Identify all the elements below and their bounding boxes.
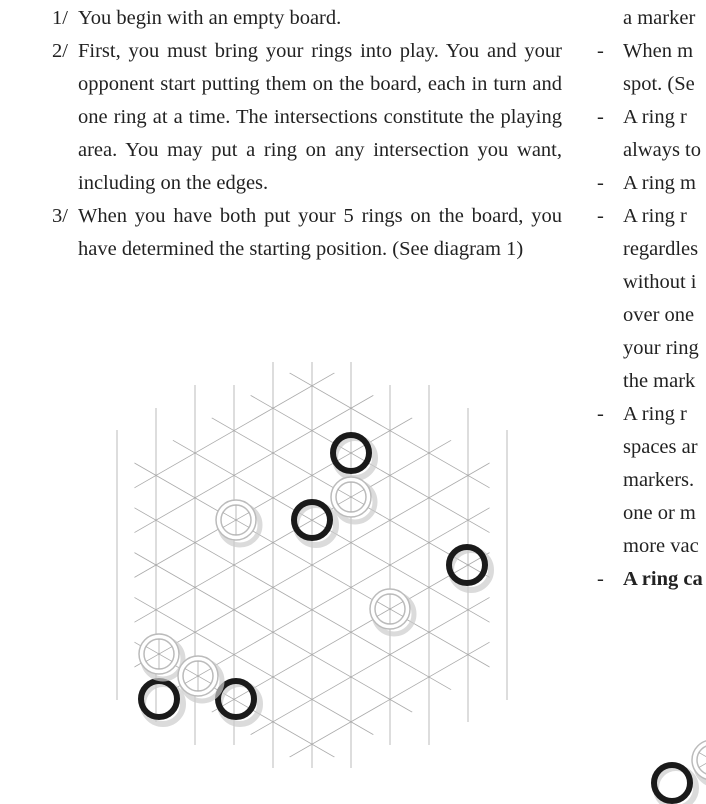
grid-line-diagonal (52, 0, 572, 132)
right-column-line: When m (623, 40, 694, 62)
grid-line-diagonal (52, 0, 572, 87)
right-column-line: a marker (623, 7, 696, 29)
step-number: 2/ (52, 40, 68, 62)
right-column-line: spot. (Se (623, 73, 695, 95)
right-column-line: A ring ca (623, 568, 703, 590)
grid-line-diagonal (52, 0, 572, 87)
grid-line-diagonal (52, 102, 572, 401)
black-ring (449, 547, 491, 590)
white-ring (178, 656, 222, 701)
board-grid (52, 0, 572, 804)
right-column-line: one or m (623, 502, 696, 524)
step-text: You begin with an empty board. (78, 7, 342, 29)
step-text: First, you must bring your rings into play. You and your opponent start putting them on the board, each in turn and one ring at a time. The intersections constitute the playing area. You may put a ring on any intersection you want, including on the edges. (78, 40, 562, 194)
grid-line-diagonal (52, 0, 572, 177)
grid-line-diagonal (52, 0, 572, 177)
step-text: When you have both put your 5 rings on the board, you have determined the starting position. (See diagram 1) (78, 205, 562, 260)
partial-diagram (654, 740, 706, 804)
bullet-dash: - (597, 403, 604, 425)
grid-line-diagonal (52, 57, 572, 356)
black-ring (333, 435, 375, 478)
step-number: 1/ (52, 7, 68, 29)
grid-line-diagonal (52, 12, 572, 311)
right-column-line: A ring r (623, 403, 687, 425)
grid-line-diagonal (52, 774, 572, 804)
grid-line-diagonal (52, 0, 572, 222)
right-column-line: more vac (623, 535, 699, 557)
grid-line-diagonal (52, 102, 572, 401)
bullet-dash: - (597, 106, 604, 128)
step-number: 3/ (52, 205, 68, 227)
bullet-dash: - (597, 205, 604, 227)
white-ring (139, 634, 183, 679)
bullet-dash: - (597, 172, 604, 194)
black-ring (294, 502, 336, 545)
black-ring (654, 765, 696, 804)
black-ring (141, 681, 183, 724)
white-ring (331, 477, 375, 522)
right-column-line: always to (623, 139, 701, 161)
right-column-line: the mark (623, 370, 696, 392)
grid-line-diagonal (52, 0, 572, 266)
grid-line-diagonal (52, 12, 572, 311)
bullet-dash: - (597, 568, 604, 590)
right-column-line: regardles (623, 238, 699, 260)
white-ring (216, 500, 260, 545)
white-ring (370, 589, 414, 634)
right-column-line: A ring m (623, 172, 696, 194)
grid-line-diagonal (52, 0, 572, 132)
grid-line-diagonal (52, 57, 572, 356)
right-column-line: over one (623, 304, 695, 326)
right-column-line: spaces ar (623, 436, 698, 458)
grid-line-diagonal (52, 774, 572, 804)
right-column-line: A ring r (623, 106, 687, 128)
right-column-line: without i (623, 271, 697, 293)
board-rings (139, 435, 491, 724)
right-column-line: markers. (623, 469, 695, 491)
grid-line-diagonal (52, 0, 572, 266)
bullet-dash: - (597, 40, 604, 62)
grid-line-diagonal (52, 0, 572, 222)
right-column-line: your ring (623, 337, 699, 359)
right-column-line: A ring r (623, 205, 687, 227)
